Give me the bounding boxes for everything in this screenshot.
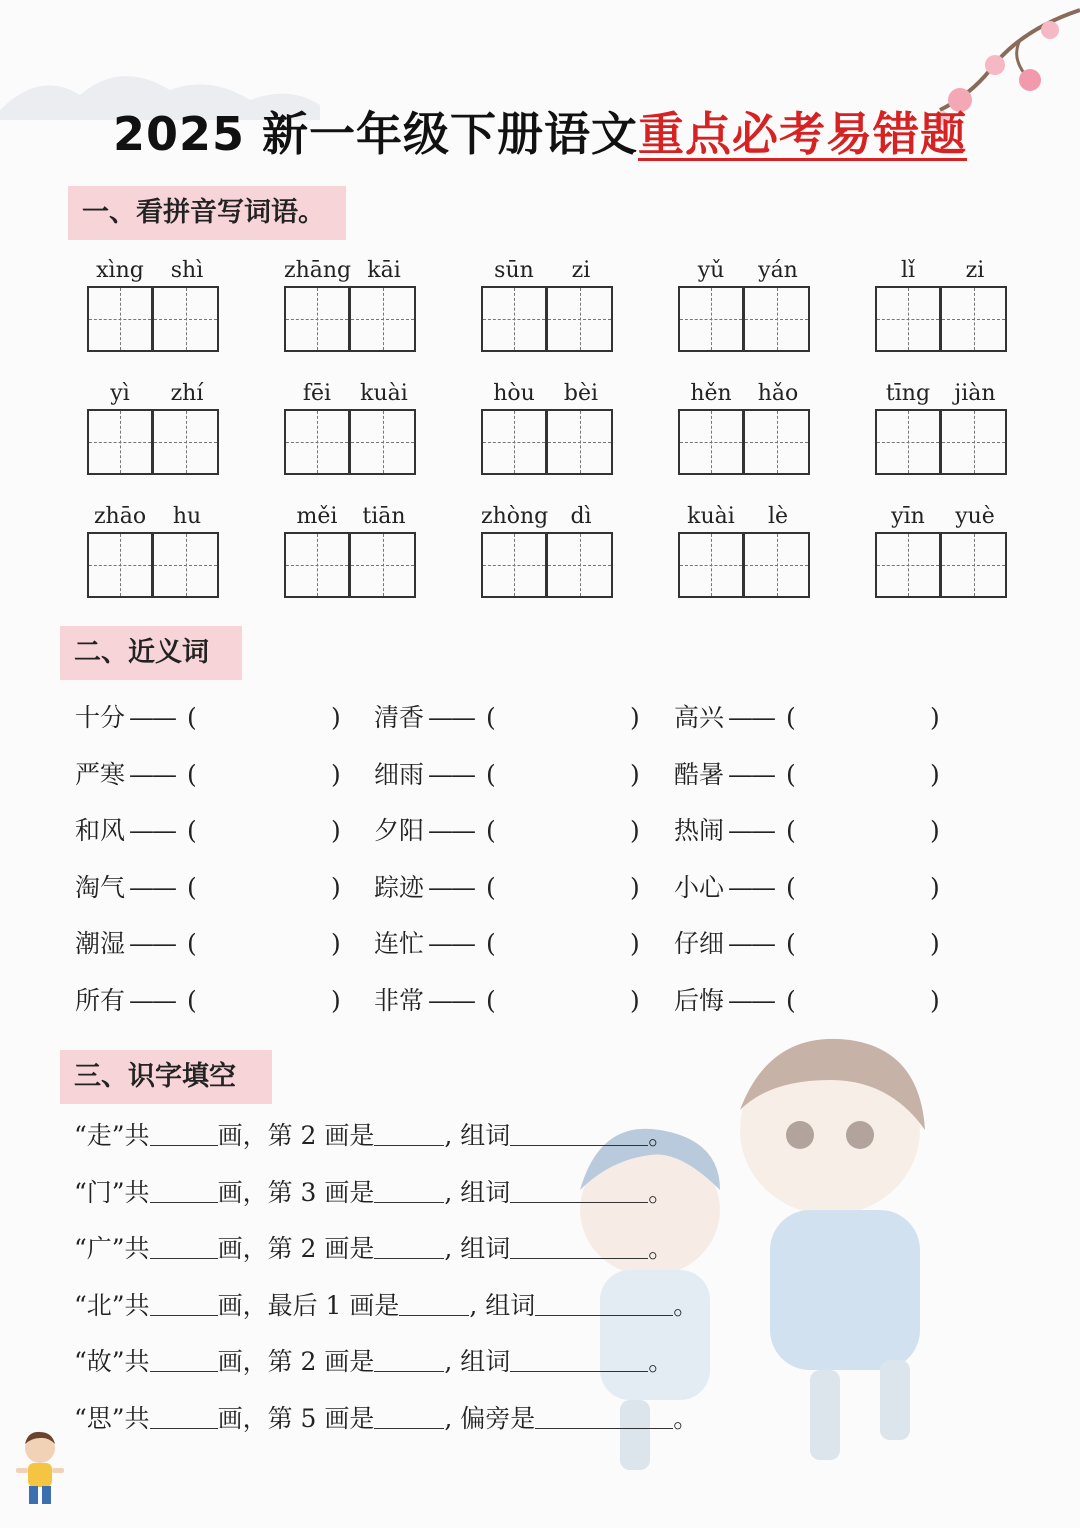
synonym-word: 后悔 [674,985,725,1015]
period: 。 [648,1121,674,1150]
pinyin-syllable: zhòng [481,504,549,529]
tian-zi-ge-box[interactable] [547,286,613,352]
pinyin-syllable: zi [965,258,985,283]
fill-blank-row [74,1230,673,1268]
answer-open-paren[interactable]: ( [486,816,496,845]
answer-close-paren[interactable]: ) [331,985,341,1015]
answer-open-paren[interactable]: ( [187,985,197,1015]
answer-close-paren[interactable]: ) [630,872,640,902]
character-prompt: “思”共 [74,1403,150,1433]
tian-zi-ge-box[interactable] [350,286,416,352]
answer-open-paren[interactable]: ( [786,872,796,902]
fill-blank-row [74,1174,673,1212]
pinyin-word-cell [875,256,1011,356]
pinyin-syllable: lǐ [900,258,916,283]
synonym-word: 踪迹 [374,872,425,902]
section2-heading: 二、近义词 [60,626,242,680]
tian-zi-ge-box[interactable] [744,532,810,598]
answer-open-paren[interactable]: ( [786,703,796,732]
dash: —— [428,985,474,1015]
answer-open-paren[interactable]: ( [187,703,197,732]
stroke-question: 画，最后 1 画是 [217,1290,400,1320]
pinyin-word-cell [284,502,420,602]
answer-close-paren[interactable]: ) [630,929,640,958]
pinyin-syllable: kuài [687,504,735,529]
word-blank[interactable] [510,1176,648,1203]
answer-open-paren[interactable]: ( [486,985,496,1015]
pinyin-syllable: yǔ [697,258,725,283]
synonym-item [674,813,954,849]
word-blank[interactable] [510,1119,648,1146]
synonym-item [374,926,654,962]
tian-zi-ge-box[interactable] [481,286,547,352]
pinyin-word-cell [875,379,1011,479]
pinyin-syllable: zi [571,258,591,283]
tian-zi-ge-box[interactable] [744,409,810,475]
answer-close-paren[interactable]: ) [331,759,341,789]
tian-zi-ge-box[interactable] [547,409,613,475]
pinyin-word-cell [87,502,223,602]
answer-close-paren[interactable]: ) [331,816,341,845]
synonym-word: 潮湿 [75,929,126,958]
tian-zi-ge-box[interactable] [941,532,1007,598]
period: 。 [673,1403,699,1433]
dash: —— [428,929,474,958]
tian-zi-ge-box[interactable] [875,286,941,352]
pinyin-syllable: měi [296,504,338,529]
word-prompt: , 组词 [469,1290,536,1320]
answer-close-paren[interactable]: ) [630,985,640,1015]
answer-close-paren[interactable]: ) [930,929,940,958]
tian-zi-ge-box[interactable] [678,409,744,475]
synonym-word: 仔细 [674,929,725,958]
pinyin-word-cell [678,379,814,479]
character-prompt: “故”共 [74,1347,150,1376]
pinyin-syllable: yán [758,258,798,283]
stroke-question: 画，第 2 画是 [217,1347,375,1376]
synonym-item [674,700,954,736]
stroke-question: 画，第 2 画是 [217,1234,375,1263]
answer-open-paren[interactable]: ( [786,985,796,1015]
tian-zi-ge-box[interactable] [350,409,416,475]
pinyin-syllable: yīn [891,504,925,529]
pinyin-word-cell [678,256,814,356]
pinyin-word-cell [87,379,223,479]
dash: —— [129,703,175,732]
pinyin-syllable: bèi [563,381,599,406]
pinyin-syllable: tiān [362,504,406,529]
synonym-word: 小心 [674,872,725,902]
page-title [0,98,1080,164]
answer-close-paren[interactable]: ) [930,759,940,789]
synonym-item [374,813,654,849]
synonym-word: 所有 [75,985,126,1015]
stroke-count-blank[interactable] [150,1345,218,1372]
synonym-item [75,700,355,736]
pinyin-word-cell [875,502,1011,602]
word-prompt: , 组词 [444,1177,511,1207]
word-prompt: , 组词 [444,1121,511,1150]
synonym-word: 十分 [75,703,126,732]
pinyin-syllable: tīng [885,381,931,406]
pinyin-syllable: xìng [96,258,144,283]
answer-close-paren[interactable]: ) [930,703,940,732]
synonym-item [374,757,654,793]
answer-close-paren[interactable]: ) [331,929,341,958]
dash: —— [728,816,774,845]
fill-blank-row [74,1343,673,1381]
pinyin-syllable: zhāo [93,504,147,529]
stroke-question: 画，第 5 画是 [217,1403,375,1433]
tian-zi-ge-box[interactable] [284,409,350,475]
answer-close-paren[interactable]: ) [630,816,640,845]
character-prompt: “门”共 [74,1177,150,1207]
pinyin-syllable: hòu [493,381,535,406]
tian-zi-ge-box[interactable] [941,286,1007,352]
synonym-word: 非常 [374,985,425,1015]
pinyin-syllable: hu [172,504,202,529]
tian-zi-ge-box[interactable] [153,409,219,475]
synonym-item [75,926,355,962]
tian-zi-ge-box[interactable] [678,286,744,352]
tian-zi-ge-box[interactable] [284,532,350,598]
answer-open-paren[interactable]: ( [486,872,496,902]
tian-zi-ge-box[interactable] [153,286,219,352]
synonym-item [374,700,654,736]
fill-blank-row [74,1117,673,1155]
pinyin-syllable: kāi [367,258,401,283]
pinyin-syllable: shì [170,258,204,283]
stroke-name-blank[interactable] [399,1289,469,1316]
synonym-item [674,870,954,906]
character-prompt: “广”共 [74,1234,150,1263]
synonym-item [75,983,355,1019]
synonym-item [75,870,355,906]
tian-zi-ge-box[interactable] [350,532,416,598]
answer-open-paren[interactable]: ( [486,703,496,732]
character-prompt: “北”共 [74,1290,150,1320]
period: 。 [648,1347,674,1376]
stroke-count-blank[interactable] [150,1176,218,1203]
synonym-word: 酷暑 [674,759,725,789]
tian-zi-ge-box[interactable] [87,409,153,475]
dash: —— [428,872,474,902]
dash: —— [728,759,774,789]
period: 。 [673,1290,699,1320]
dash: —— [728,929,774,958]
synonym-word: 夕阳 [374,816,425,845]
dash: —— [728,872,774,902]
pinyin-syllable: hěn [690,381,732,406]
answer-open-paren[interactable]: ( [187,872,197,902]
word-prompt: , 组词 [444,1234,511,1263]
stroke-name-blank[interactable] [374,1232,444,1259]
pinyin-syllable: yì [110,381,130,406]
dash: —— [129,985,175,1015]
tian-zi-ge-box[interactable] [481,409,547,475]
dash: —— [129,929,175,958]
answer-close-paren[interactable]: ) [630,759,640,789]
answer-open-paren[interactable]: ( [187,759,197,789]
dash: —— [129,872,175,902]
tian-zi-ge-box[interactable] [678,532,744,598]
answer-close-paren[interactable]: ) [930,872,940,902]
answer-close-paren[interactable]: ) [930,985,940,1015]
synonym-word: 热闹 [674,816,725,845]
period: 。 [648,1234,674,1263]
stroke-question: 画，第 2 画是 [217,1121,375,1150]
tian-zi-ge-box[interactable] [875,532,941,598]
pinyin-syllable: dì [570,504,592,529]
pinyin-syllable: hǎo [757,381,799,406]
synonym-word: 和风 [75,816,126,845]
boy-avatar-icon [14,1428,66,1510]
answer-open-paren[interactable]: ( [786,816,796,845]
stroke-name-blank[interactable] [374,1345,444,1372]
fill-blank-row [74,1287,698,1325]
stroke-count-blank[interactable] [150,1402,218,1429]
synonym-item [674,757,954,793]
answer-open-paren[interactable]: ( [187,929,197,958]
section1-heading: 一、看拼音写词语。 [68,186,346,240]
tian-zi-ge-box[interactable] [941,409,1007,475]
title-highlight: 重点必考易错题 [638,107,968,161]
synonym-item [674,926,954,962]
pinyin-syllable: jiàn [954,381,996,406]
synonym-word: 清香 [374,703,425,732]
word-blank[interactable] [510,1345,648,1372]
answer-open-paren[interactable]: ( [786,759,796,789]
stroke-name-blank[interactable] [374,1119,444,1146]
word-blank[interactable] [510,1232,648,1259]
section3-heading: 三、识字填空 [60,1050,272,1104]
title-main: 2025 新一年级下册语文 [112,107,639,161]
pinyin-syllable: zhāng [284,258,352,283]
pinyin-syllable: sūn [494,258,534,283]
answer-close-paren[interactable]: ) [630,703,640,732]
answer-close-paren[interactable]: ) [331,703,341,732]
synonym-item [75,813,355,849]
tian-zi-ge-box[interactable] [87,532,153,598]
dash: —— [428,703,474,732]
dash: —— [428,816,474,845]
synonym-word: 高兴 [674,703,725,732]
pinyin-word-cell [87,256,223,356]
tian-zi-ge-box[interactable] [481,532,547,598]
word-blank[interactable] [535,1289,673,1316]
synonym-word: 连忙 [374,929,425,958]
pinyin-word-cell [678,502,814,602]
period: 。 [648,1177,674,1207]
pinyin-word-cell [481,256,617,356]
dash: —— [428,759,474,789]
synonym-word: 严寒 [75,759,126,789]
fill-blank-row [74,1400,698,1438]
answer-open-paren[interactable]: ( [486,759,496,789]
pinyin-syllable: yuè [955,504,995,529]
synonym-item [75,757,355,793]
answer-open-paren[interactable]: ( [187,816,197,845]
pinyin-syllable: zhí [170,381,204,406]
stroke-count-blank[interactable] [150,1119,218,1146]
dash: —— [728,985,774,1015]
tian-zi-ge-box[interactable] [744,286,810,352]
answer-close-paren[interactable]: ) [331,872,341,902]
synonym-item [674,983,954,1019]
tian-zi-ge-box[interactable] [284,286,350,352]
pinyin-word-cell [481,379,617,479]
answer-open-paren[interactable]: ( [486,929,496,958]
stroke-name-blank[interactable] [374,1176,444,1203]
synonym-word: 淘气 [75,872,126,902]
tian-zi-ge-box[interactable] [875,409,941,475]
word-prompt: , 偏旁是 [444,1403,536,1433]
stroke-name-blank[interactable] [374,1402,444,1429]
stroke-count-blank[interactable] [150,1232,218,1259]
character-prompt: “走”共 [74,1121,150,1150]
dash: —— [129,759,175,789]
tian-zi-ge-box[interactable] [153,532,219,598]
stroke-count-blank[interactable] [150,1289,218,1316]
word-blank[interactable] [535,1402,673,1429]
pinyin-word-cell [284,379,420,479]
pinyin-syllable: fēi [302,381,332,406]
synonym-item [374,983,654,1019]
stroke-question: 画，第 3 画是 [217,1177,375,1207]
answer-close-paren[interactable]: ) [930,816,940,845]
pinyin-word-cell [481,502,617,602]
dash: —— [728,703,774,732]
tian-zi-ge-box[interactable] [87,286,153,352]
synonym-item [374,870,654,906]
pinyin-word-cell [284,256,420,356]
pinyin-syllable: kuài [360,381,408,406]
synonym-word: 细雨 [374,759,425,789]
answer-open-paren[interactable]: ( [786,929,796,958]
word-prompt: , 组词 [444,1347,511,1376]
dash: —— [129,816,175,845]
tian-zi-ge-box[interactable] [547,532,613,598]
pinyin-syllable: lè [767,504,789,529]
